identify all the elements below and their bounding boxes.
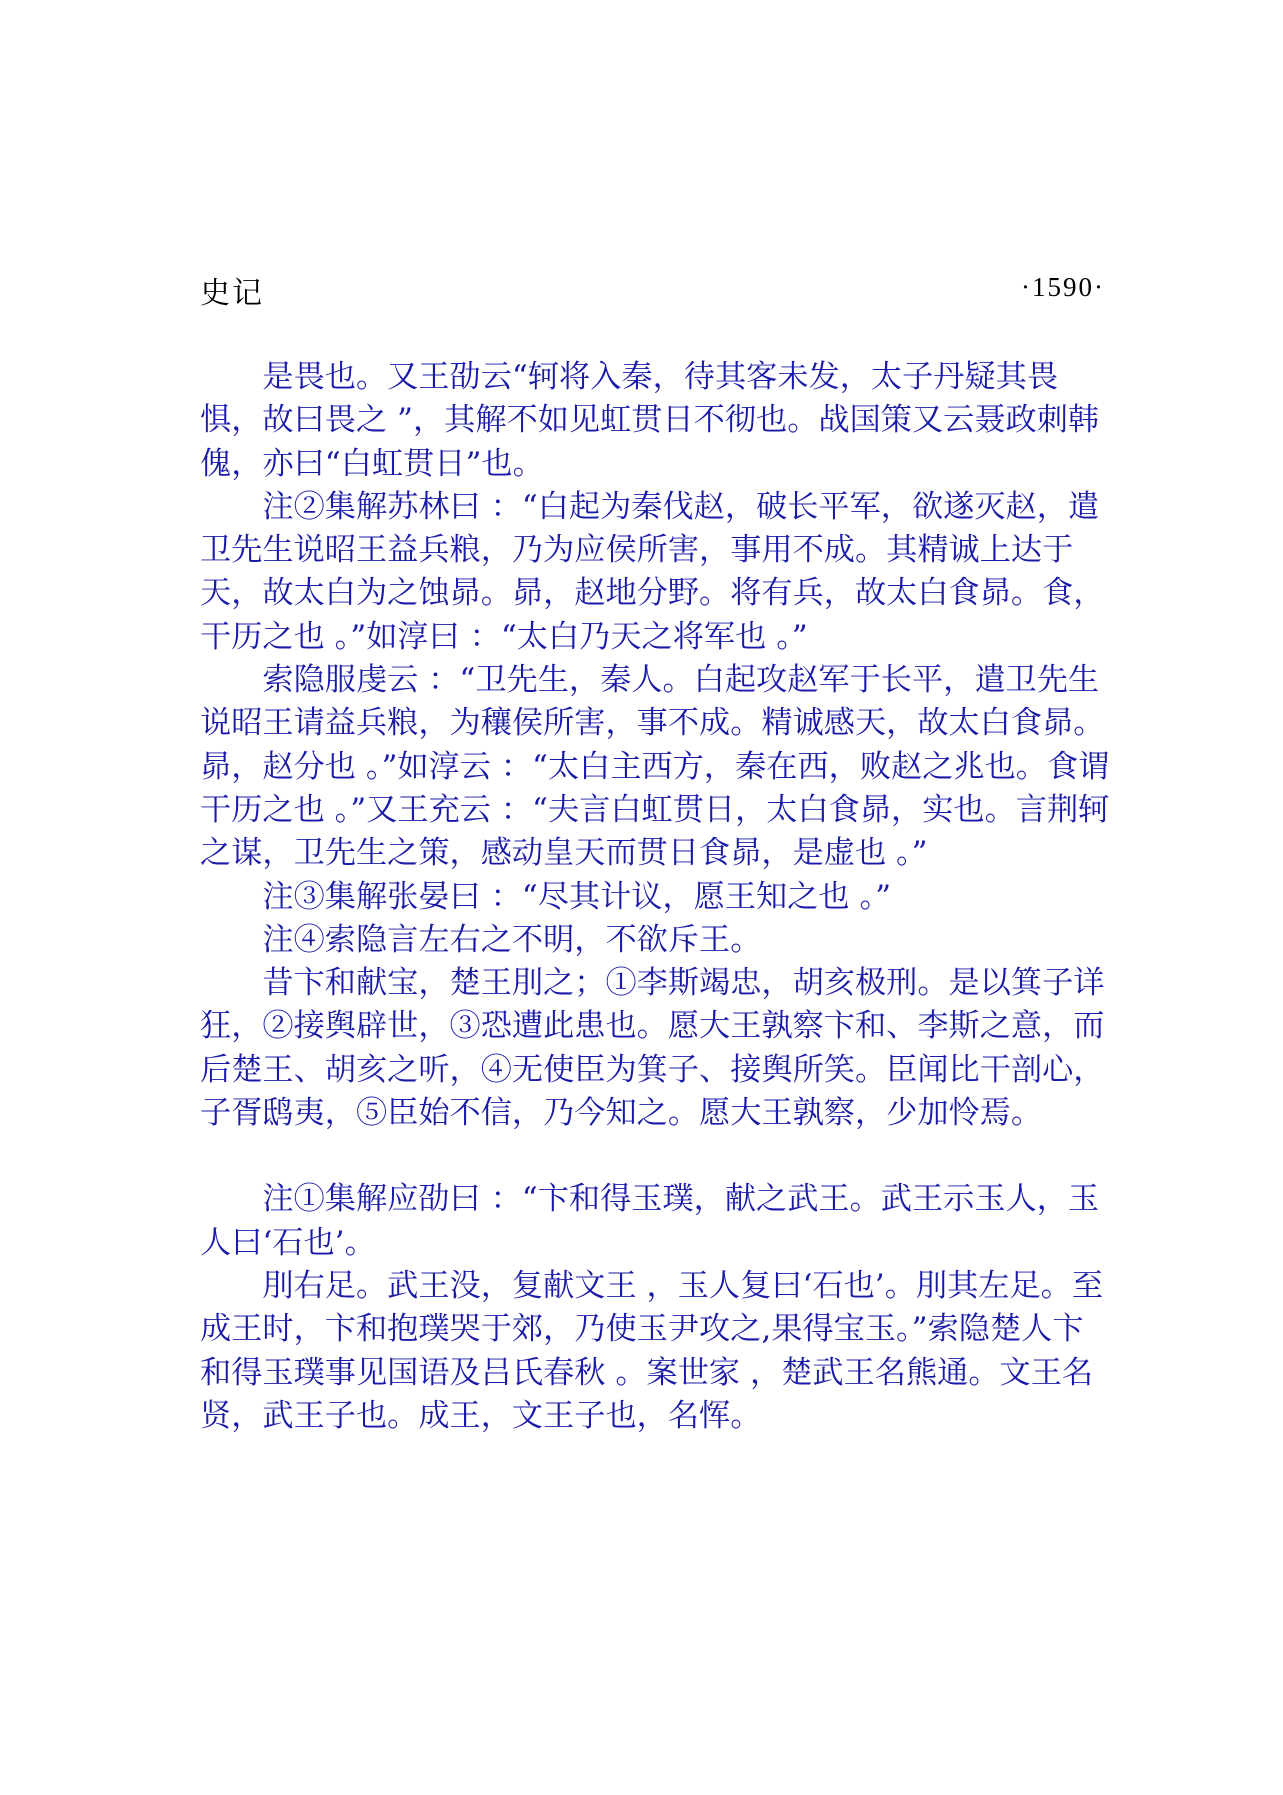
paragraph: 注④索隐言左右之不明，不欲斥王。	[262, 921, 762, 958]
paragraph: 注③集解张晏曰 ：“尽其计议，愿王知之也 。”	[262, 878, 892, 915]
paragraph: 注②集解苏林曰 ：“白起为秦伐赵，破长平军，欲遂灭赵，遣卫先生说昭王益兵粮，乃为应侯所害，事用不成。其精诚上达于天，故太白为之蚀昴。昴，赵地分野。将有兵，故太白食昴。食，干历之也 。”如淳曰 ：“太白乃天之将军也 。”	[200, 488, 1105, 655]
paragraph: 是畏也。又王劭云“轲将入秦，待其客未发，太子丹疑其畏惧，故曰畏之 ”，其解不如见虹贯日不彻也。战国策又云聂政刺韩傀，亦曰“白虹贯日”也。	[200, 359, 1100, 482]
body-text	[200, 356, 1112, 1438]
book-title: 史记	[200, 276, 264, 311]
page-number: ·1590·	[1021, 272, 1105, 302]
paragraph: 刖右足。武王没，复献文王 ，玉人复曰‘石也’。刖其左足。至成王时，卞和抱璞哭于郊，乃使玉尹攻之,果得宝玉。”索隐楚人卞和得玉璞事见国语及吕氏春秋 。案世家 ，楚武王名熊通。文王名贤，武王子也。成王，文王子也，名恽。	[200, 1267, 1104, 1434]
page-header	[200, 268, 1105, 312]
paragraph: 昔卞和献宝，楚王刖之；①李斯竭忠，胡亥极刑。是以箕子详狂，②接舆辟世，③恐遭此患也。愿大王孰察卞和、李斯之意，而后楚王、胡亥之听，④无使臣为箕子、接舆所笑。臣闻比干剖心，子胥鸱夷，⑤臣始不信，乃今知之。愿大王孰察，少加怜焉。	[200, 965, 1105, 1132]
paragraph: 注①集解应劭曰 ：“卞和得玉璞，献之武王。武王示玉人，玉人曰‘石也’。	[200, 1181, 1100, 1261]
paragraph: 索隐服虔云 ：“卫先生，秦人。白起攻赵军于长平，遣卫先生说昭王请益兵粮，为穰侯所害，事不成。精诚感天，故太白食昴。昴，赵分也 。”如淳云 ：“太白主西方，秦在西，败赵之兆也。食谓干历之也 。”又王充云 ：“夫言白虹贯日，太白食昴，实也。言荆轲之谋，卫先生之策，感动皇天而贯日食昴，是虚也 。”	[200, 662, 1110, 872]
